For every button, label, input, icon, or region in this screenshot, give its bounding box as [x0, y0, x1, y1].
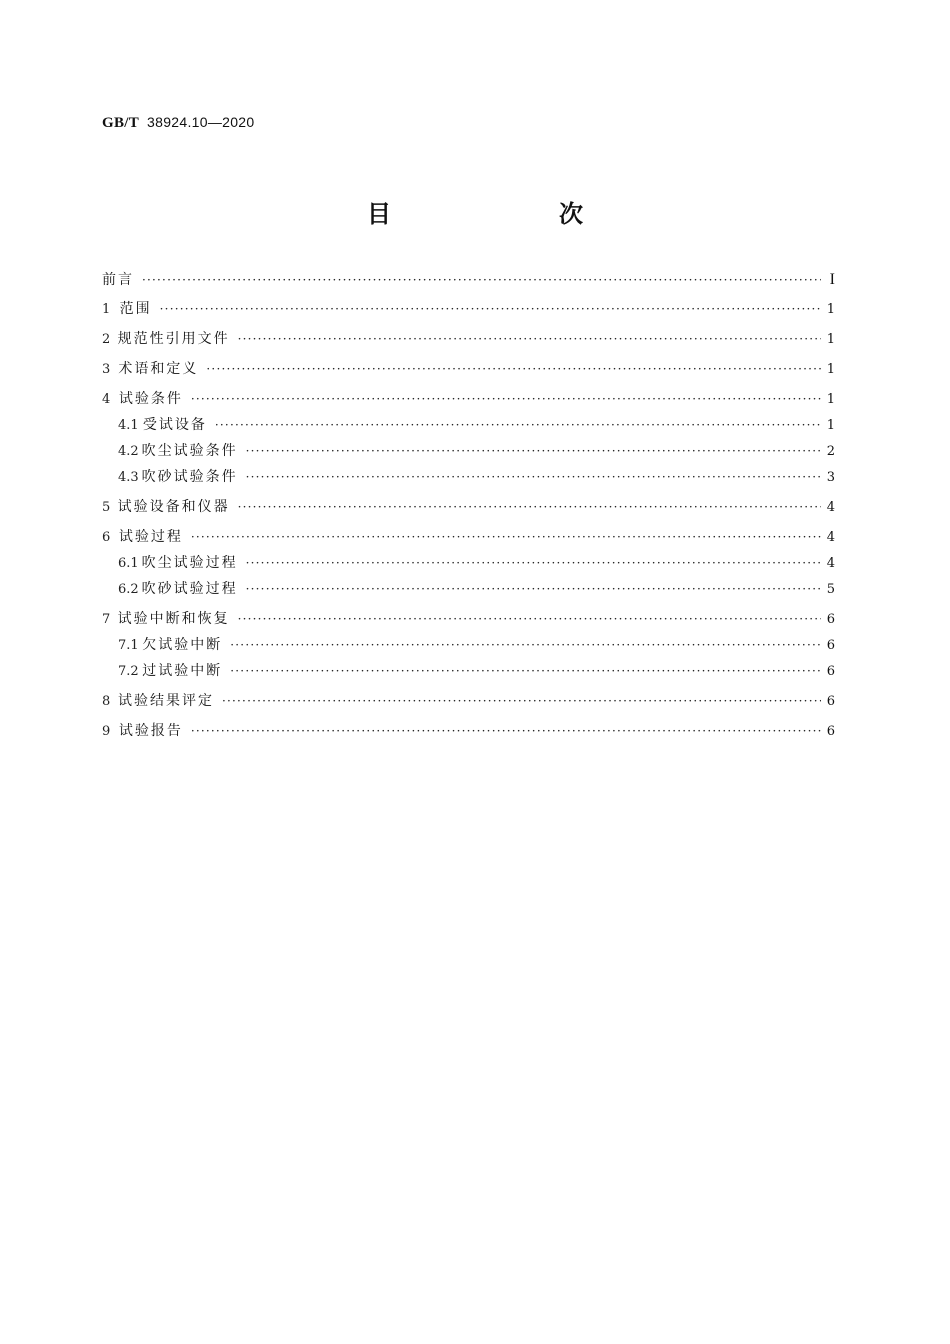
toc-entry-page: 4: [826, 556, 835, 571]
toc-entry-page: 1: [826, 332, 835, 347]
toc-entry-page: I: [829, 271, 835, 288]
toc-entry-title: 受试设备: [142, 417, 207, 433]
toc-leader-dots: [230, 635, 820, 655]
toc-entry-number: 2: [102, 332, 111, 347]
toc-entry[interactable]: [102, 527, 835, 548]
toc-leader-dots: [238, 497, 821, 517]
toc-entry-page: 6: [826, 694, 835, 709]
toc-leader-dots: [246, 441, 821, 461]
toc-entry[interactable]: [102, 721, 835, 742]
toc-leader-dots: [246, 553, 821, 573]
toc-entry-title: 吹尘试验过程: [141, 555, 238, 571]
toc-entry-title: 吹砂试验过程: [141, 581, 238, 597]
toc-entry-page: 4: [826, 500, 835, 515]
toc-entry-number: 5: [102, 500, 111, 515]
toc-leader-dots: [246, 579, 821, 599]
toc-entry[interactable]: [102, 579, 835, 600]
toc-entry-number: 7.2: [118, 664, 139, 679]
toc-entry-number: 9: [102, 724, 111, 739]
toc-entry-number: 4.3: [118, 470, 139, 485]
toc-leader-dots: [206, 359, 820, 379]
toc-entry[interactable]: [102, 270, 835, 290]
toc-entry[interactable]: [102, 497, 835, 518]
toc-entry[interactable]: [102, 299, 835, 320]
toc-entry-title: 前言: [102, 272, 134, 288]
toc-entry-title: 试验条件: [118, 391, 183, 407]
toc-entry[interactable]: [102, 415, 835, 436]
toc-leader-dots: [160, 299, 821, 319]
toc-entry-page: 1: [826, 302, 835, 317]
toc-entry-number: 6.2: [118, 582, 139, 597]
toc-entry-page: 2: [826, 444, 835, 459]
toc-entry-title: 规范性引用文件: [117, 331, 230, 347]
toc-entry-title: 过试验中断: [142, 663, 223, 679]
page-title: 目 次: [367, 200, 623, 228]
toc-entry-page: 6: [826, 664, 835, 679]
toc-leader-dots: [191, 527, 821, 547]
toc-entry[interactable]: [102, 441, 835, 462]
standard-number: [102, 114, 254, 132]
toc-entry-page: 1: [826, 392, 835, 407]
toc-leader-dots: [222, 691, 821, 711]
toc-leader-dots: [238, 329, 821, 349]
toc-entry-page: 4: [826, 530, 835, 545]
toc-leader-dots: [230, 661, 820, 681]
toc-entry[interactable]: [102, 553, 835, 574]
toc-entry[interactable]: [102, 329, 835, 350]
toc-leader-dots: [246, 467, 821, 487]
toc-leader-dots: [215, 415, 821, 435]
toc-entry-number: 6.1: [118, 556, 139, 571]
standard-id: 38924.10—2020: [147, 114, 255, 130]
toc-entry-title: 试验中断和恢复: [117, 611, 230, 627]
toc-entry-page: 6: [826, 724, 835, 739]
toc-entry-page: 5: [826, 582, 835, 597]
toc-entry-number: 7.1: [118, 638, 139, 653]
toc-entry[interactable]: [102, 661, 835, 682]
toc-entry-page: 6: [826, 638, 835, 653]
toc-entry-title: 术语和定义: [118, 361, 199, 377]
toc-entry-number: 4.2: [118, 444, 139, 459]
toc-leader-dots: [142, 270, 821, 290]
toc-entry[interactable]: [102, 359, 835, 380]
toc-entry-number: 8: [102, 694, 111, 709]
toc-entry-title: 试验结果评定: [118, 693, 214, 709]
toc-leader-dots: [191, 389, 821, 409]
toc-entry-title: 试验报告: [118, 723, 183, 739]
toc-entry-page: 3: [826, 470, 835, 485]
toc-entry-page: 1: [826, 418, 835, 433]
toc-entry-number: 3: [102, 362, 111, 377]
toc-entry-number: 4.1: [118, 418, 139, 433]
toc-entry-title: 吹尘试验条件: [141, 443, 238, 459]
toc-entry[interactable]: [102, 609, 835, 630]
toc-entry-title: 试验过程: [118, 529, 183, 545]
toc-entry-number: 1: [102, 302, 111, 317]
toc-entry-number: 6: [102, 530, 111, 545]
toc-entry[interactable]: [102, 635, 835, 656]
standard-code: GB/T: [102, 115, 140, 131]
toc-entry-number: 7: [102, 612, 111, 627]
table-of-contents: [102, 270, 835, 742]
toc-entry-page: 6: [826, 612, 835, 627]
toc-leader-dots: [238, 609, 821, 629]
toc-entry[interactable]: [102, 389, 835, 410]
toc-entry[interactable]: [102, 467, 835, 488]
toc-entry-title: 吹砂试验条件: [141, 469, 238, 485]
toc-entry-title: 范围: [119, 301, 152, 317]
toc-entry-title: 欠试验中断: [142, 637, 223, 653]
toc-entry[interactable]: [102, 691, 835, 712]
toc-entry-page: 1: [826, 362, 835, 377]
toc-entry-title: 试验设备和仪器: [117, 499, 230, 515]
toc-entry-number: 4: [102, 392, 111, 407]
toc-leader-dots: [191, 721, 821, 741]
